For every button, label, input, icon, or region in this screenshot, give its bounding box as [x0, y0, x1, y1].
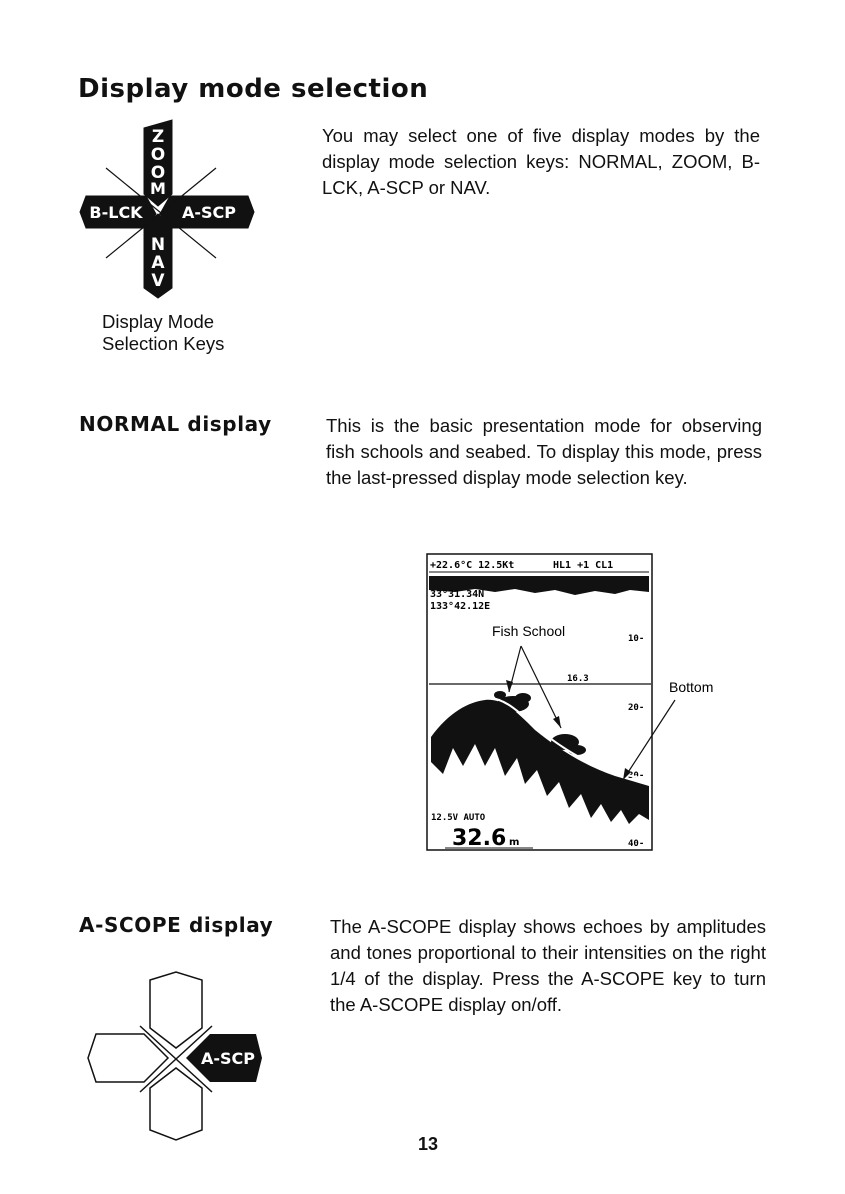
- status-right: HL1 +1 CL1: [553, 560, 614, 571]
- page-title: Display mode selection: [78, 74, 429, 104]
- ascope-display-heading: A-SCOPE display: [79, 913, 274, 937]
- vrm-readout: 16.3: [567, 674, 589, 684]
- voltage-readout: 12.5V AUTO: [431, 813, 486, 823]
- down-key-outline: [150, 1068, 202, 1140]
- ascope-key-label: A-SCP: [200, 1049, 256, 1068]
- latitude: 33°31.34N: [430, 589, 485, 600]
- keypad-caption: [102, 311, 224, 355]
- block-key-label: B-LCK: [89, 203, 143, 222]
- depth-scale-tick: 10-: [628, 634, 645, 644]
- zoom-key-letter: M: [150, 179, 166, 198]
- status-line: +22.6°C 12.5Kt: [430, 560, 515, 571]
- depth-scale-tick: 20-: [628, 703, 645, 713]
- depth-scale-tick: 30-: [628, 771, 645, 781]
- zoom-key-letter: O: [150, 163, 166, 183]
- fish-school-label: Fish School: [492, 623, 566, 639]
- bottom-label: Bottom: [669, 679, 714, 695]
- normal-display-paragraph: This is the basic presentation mode for observing fish schools and seabed. To display this mode, press the last-pressed display mode selection key.: [326, 415, 762, 488]
- nav-key-letter: V: [151, 271, 165, 291]
- keypad-caption-line: Selection Keys: [102, 333, 225, 354]
- longitude: 133°42.12E: [430, 601, 491, 612]
- up-key-outline: [150, 972, 202, 1048]
- zoom-key-letter: O: [150, 145, 166, 165]
- intro-paragraph: You may select one of five display modes by the display mode selection keys: NORMAL, ZOOM, B-LCK, A-SCP or NAV.: [322, 125, 760, 198]
- depth-readout: 32.6: [452, 826, 507, 851]
- page-number: 13: [418, 1134, 439, 1154]
- ascope-display-paragraph: The A-SCOPE display shows echoes by amplitudes and tones proportional to their intensities on the right 1/4 of the display. Press the A-SCOPE key to turn the A-SCOPE display on/off.: [330, 916, 766, 1015]
- nav-key-letter: N: [150, 235, 166, 255]
- ascope-key-label: A-SCP: [181, 203, 237, 222]
- keypad-caption-line: Display Mode: [102, 311, 215, 332]
- depth-scale-tick: 40-: [628, 839, 645, 849]
- display-mode-keypad: [76, 118, 276, 308]
- zoom-key-letter: Z: [151, 127, 165, 147]
- normal-display-heading: NORMAL display: [79, 412, 272, 436]
- depth-unit: m: [509, 837, 520, 848]
- nav-key-letter: A: [151, 253, 165, 273]
- ascope-keypad: [86, 968, 286, 1148]
- sounder-screen: [425, 552, 725, 872]
